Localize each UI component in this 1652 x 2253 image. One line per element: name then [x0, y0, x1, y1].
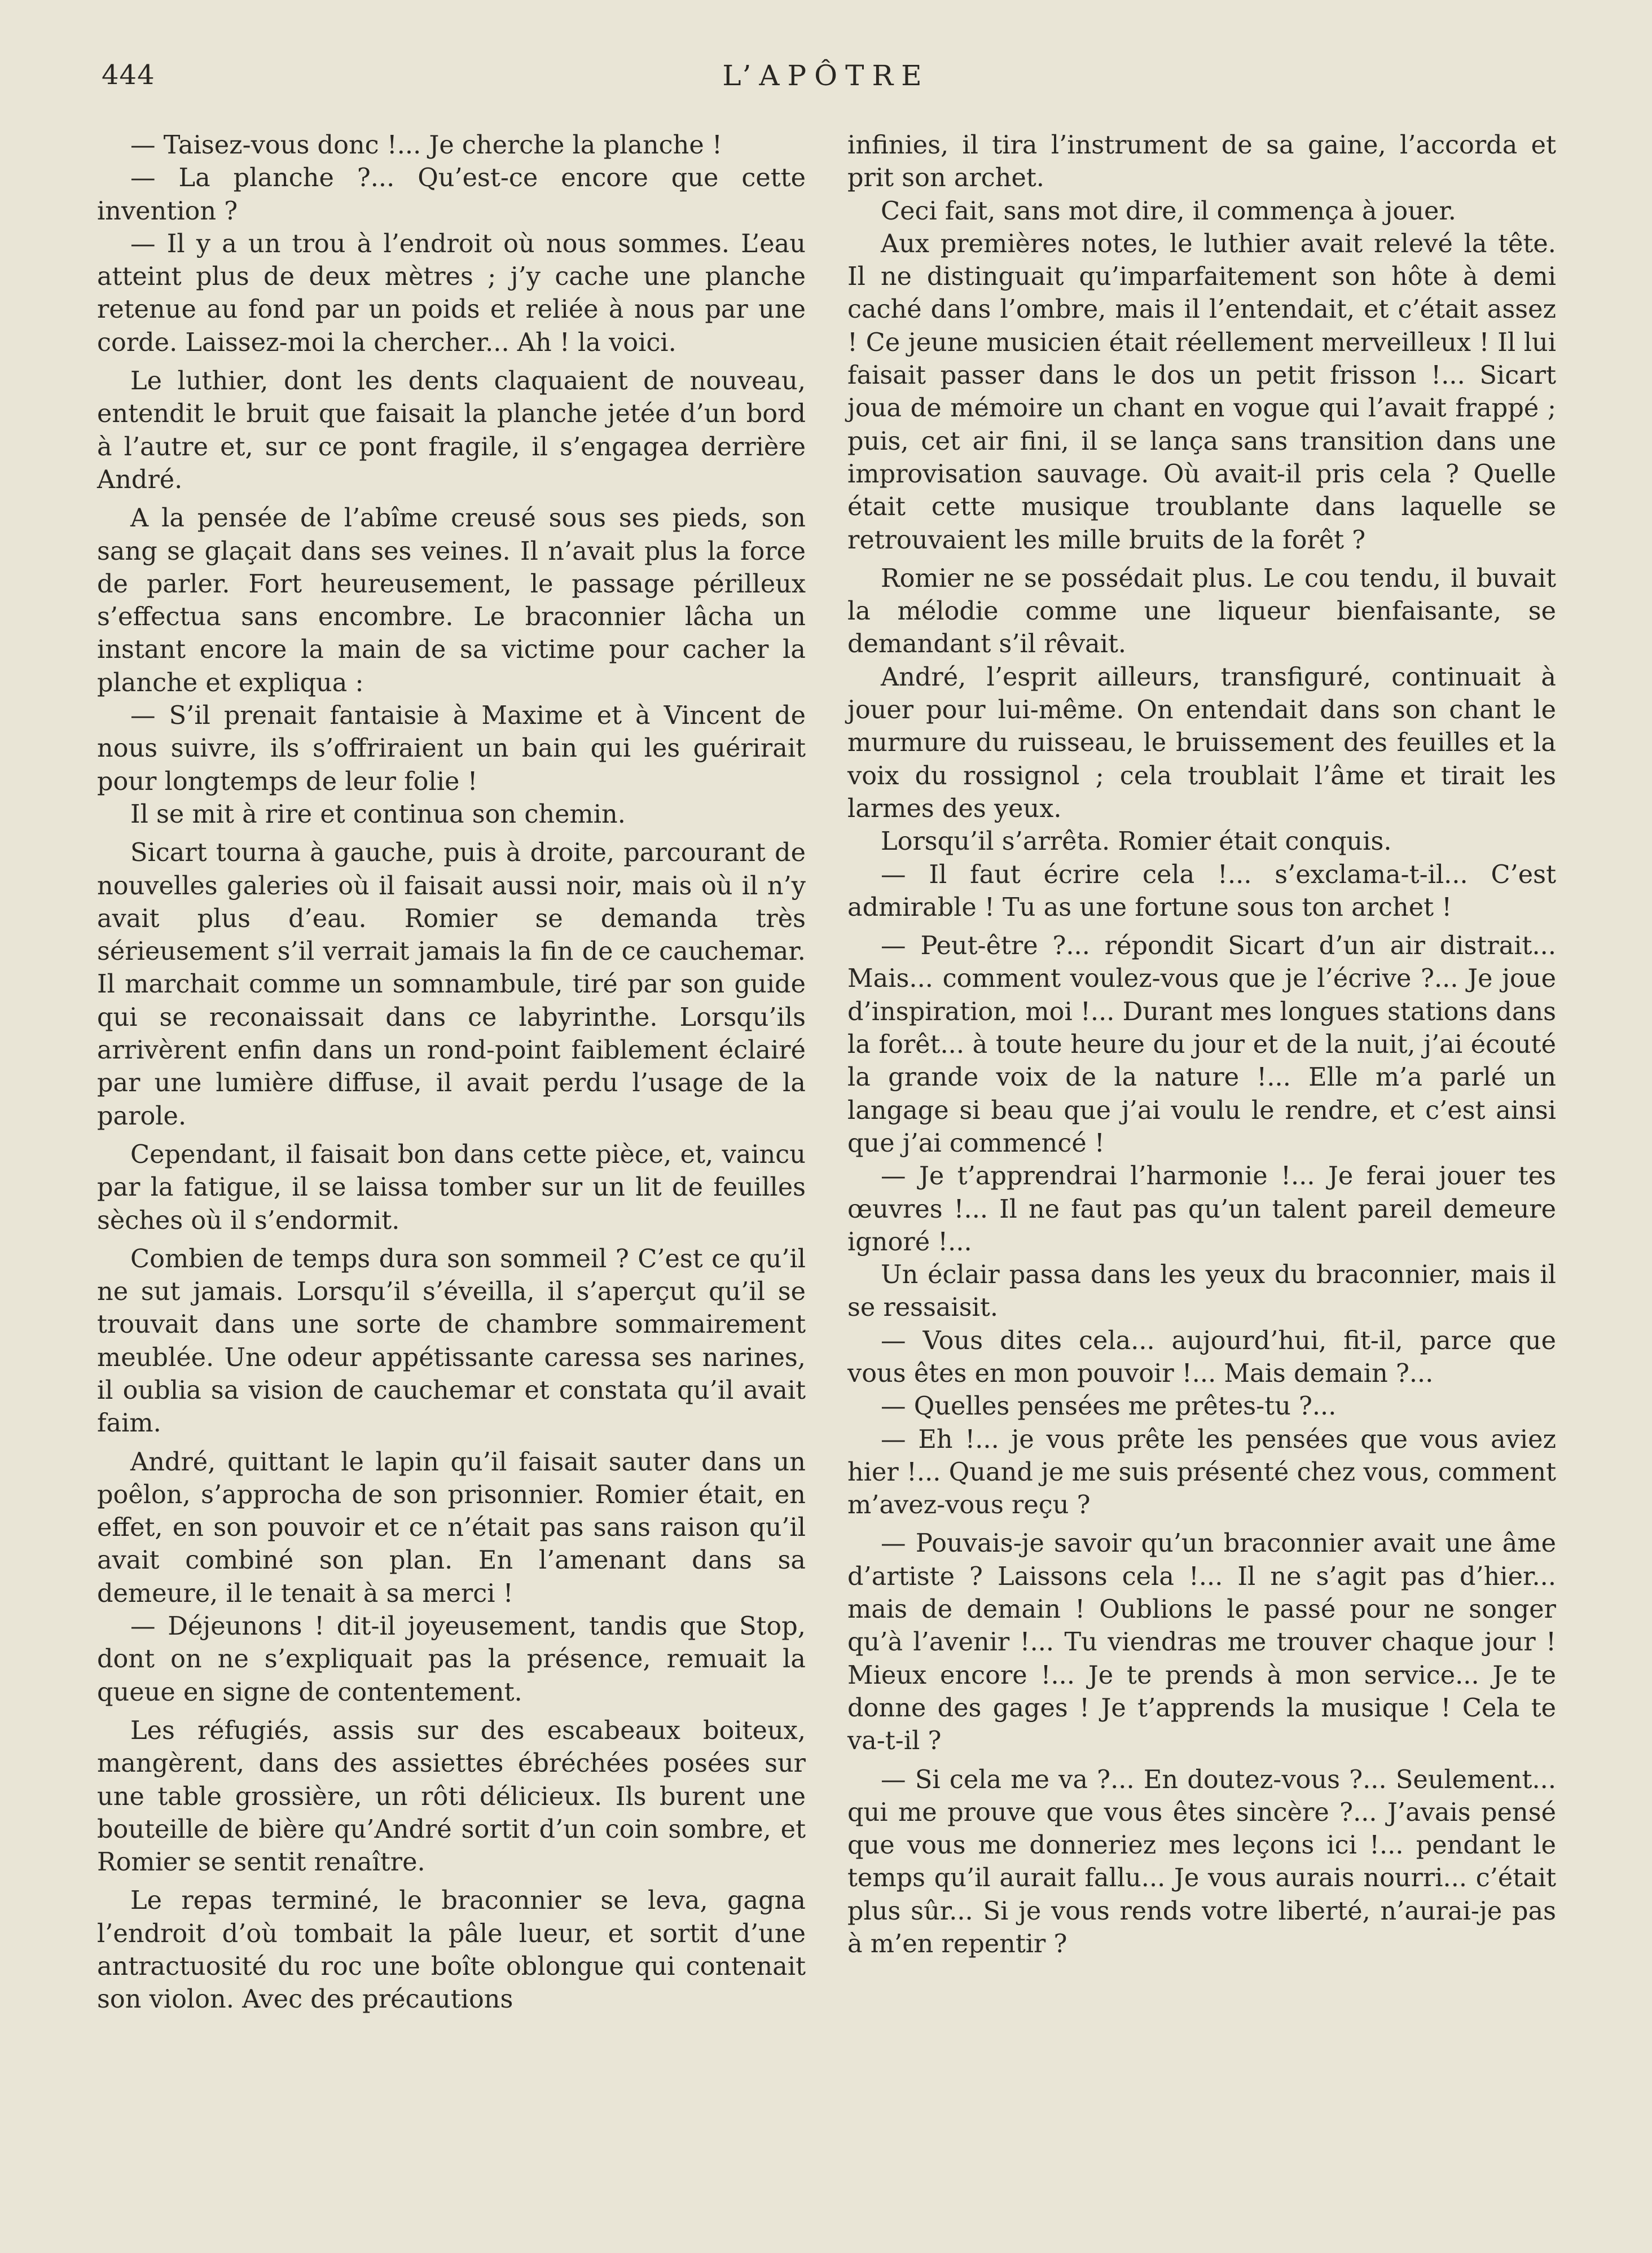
paragraph: — Quelles pensées me prêtes-tu ?... [881, 1391, 1337, 1421]
paragraph: Sicart tourna à gauche, puis à droite, parcourant de nouvelles galeries où il faisait aussi noir, mais où il n’y avait plus d’eau. Romier se demanda très sérieusement s’il verrait jamais la fin de ce cauchemar. Il marchait comme un somnambule, tiré par son guide qui se reconaissait dans ce labyrinthe. Lorsqu’ils arrivèrent enfin dans un rond-point faiblement éclairé par une lumière diffuse, il avait perdu l’usage de la parole. [97, 838, 806, 1131]
paragraph: Lorsqu’il s’arrêta. Romier était conquis. [881, 827, 1392, 857]
paragraph: Combien de temps dura son sommeil ? C’est ce qu’il ne sut jamais. Lorsqu’il s’éveilla, il s’aperçut qu’il se trouvait dans une sorte de chambre sommairement meublée. Une odeur appétissante caressa ses narines, il oublia sa vision de cauchemar et constata qu’il avait faim. [97, 1244, 806, 1438]
paragraph: — Pouvais-je savoir qu’un braconnier avait une âme d’artiste ? Laissons cela !... Il ne s’agit pas d’hier... mais de demain ! Oublions le passé pour ne songer qu’à l’avenir !... Tu viendras me trouver chaque jour ! Mieux encore !... Je te prends à mon service... Je te donne des gages ! Je t’apprends la musique ! Cela te va-t-il ? [847, 1529, 1556, 1756]
paragraph: — Il faut écrire cela !... s’exclama-t-il... C’est admirable ! Tu as une fortune sous ton archet ! [847, 859, 1556, 922]
running-title: L’APÔTRE [722, 59, 930, 92]
paragraph: Le repas terminé, le braconnier se leva, gagna l’endroit d’où tombait la pâle lueur, et sortit d’une antractuosité du roc une boîte oblongue qui contenait son violon. Avec des précautions [97, 1886, 806, 2014]
paragraph: — Déjeunons ! dit-il joyeusement, tandis que Stop, dont on ne s’expliquait pas la présence, remuait la queue en signe de contentement. [97, 1611, 806, 1707]
paragraph: — Vous dites cela... aujourd’hui, fit-il, parce que vous êtes en mon pouvoir !... Mais demain ?... [847, 1325, 1556, 1388]
left-column [97, 129, 806, 2016]
paragraph: infinies, il tira l’instrument de sa gaine, l’accorda et prit son archet. [847, 130, 1556, 193]
paragraph: Romier ne se possédait plus. Le cou tendu, il buvait la mélodie comme une liqueur bienfaisante, se demandant s’il rêvait. [847, 563, 1556, 659]
paragraph: André, l’esprit ailleurs, transfiguré, continuait à jouer pour lui-même. On entendait dans son chant le murmure du ruisseau, le bruissement des feuilles et la voix du rossignol ; cela troublait l’âme et tirait les larmes des yeux. [847, 662, 1556, 823]
paragraph: — Taisez-vous donc !... Je cherche la planche ! [130, 130, 722, 160]
paragraph: — Eh !... je vous prête les pensées que vous aviez hier !... Quand je me suis présenté chez vous, comment m’avez-vous reçu ? [847, 1424, 1556, 1520]
paragraph: Un éclair passa dans les yeux du braconnier, mais il se ressaisit. [847, 1260, 1556, 1323]
right-column [847, 129, 1556, 1960]
paragraph: — Peut-être ?... répondit Sicart d’un air distrait... Mais... comment voulez-vous que je l’écrive ?... Je joue d’inspiration, moi !... Durant mes longues stations dans la forêt... à toute heure du jour et de la nuit, j’ai écouté la grande voix de la nature !... Elle m’a parlé un langage si beau que j’ai voulu le rendre, et c’est ainsi que j’ai commencé ! [847, 931, 1557, 1158]
paragraph: — Si cela me va ?... En doutez-vous ?... Seulement... qui me prouve que vous êtes sincère ?... J’avais pensé que vous me donneriez mes leçons ici !... pendant le temps qu’il aurait fallu... Je vous aurais nourri... c’était plus sûr... Si je vous rends votre liberté, n’aurai-je pas à m’en repentir ? [847, 1764, 1556, 1959]
page-number: 444 [102, 59, 155, 91]
paragraph: Les réfugiés, assis sur des escabeaux boiteux, mangèrent, dans des assiettes ébréchées posées sur une table grossière, un rôti délicieux. Ils burent une bouteille de bière qu’André sortit d’un coin sombre, et Romier se sentit renaître. [97, 1715, 806, 1877]
paragraph: Cependant, il faisait bon dans cette pièce, et, vaincu par la fatigue, il se laissa tomber sur un lit de feuilles sèches où il s’endormit. [97, 1139, 806, 1235]
paragraph: Il se mit à rire et continua son chemin. [130, 799, 626, 829]
paragraph: André, quittant le lapin qu’il faisait sauter dans un poêlon, s’approcha de son prisonnier. Romier était, en effet, en son pouvoir et ce n’était pas sans raison qu’il avait combiné son plan. En l’amenant dans sa demeure, il le tenait à sa merci ! [97, 1447, 806, 1608]
paragraph: — Il y a un trou à l’endroit où nous sommes. L’eau atteint plus de deux mètres ; j’y cache une planche retenue au fond par un poids et reliée à nous par une corde. Laissez-moi la chercher... Ah ! la voici. [97, 229, 806, 357]
paragraph: — Je t’apprendrai l’harmonie !... Je ferai jouer tes œuvres !... Il ne faut pas qu’un talent pareil demeure ignoré !... [847, 1161, 1556, 1257]
paragraph: Ceci fait, sans mot dire, il commença à jouer. [881, 196, 1456, 226]
paragraph: — La planche ?... Qu’est-ce encore que cette invention ? [97, 163, 806, 226]
paragraph: Le luthier, dont les dents claquaient de nouveau, entendit le bruit que faisait la planche jetée d’un bord à l’autre et, sur ce pont fragile, il s’engagea derrière André. [97, 366, 806, 494]
paragraph: A la pensée de l’abîme creusé sous ses pieds, son sang se glaçait dans ses veines. Il n’avait plus la force de parler. Fort heureusement, le passage périlleux s’effectua sans encombre. Le braconnier lâcha un instant encore la main de sa victime pour cacher la planche et expliqua : [97, 503, 806, 697]
paragraph: — S’il prenait fantaisie à Maxime et à Vincent de nous suivre, ils s’offriraient un bain qui les guérirait pour longtemps de leur folie ! [97, 701, 806, 796]
paragraph: Aux premières notes, le luthier avait relevé la tête. Il ne distinguait qu’imparfaitement son hôte à demi caché dans l’ombre, mais il l’entendait, et c’était assez ! Ce jeune musicien était réellement merveilleux ! Il lui faisait passer dans le dos un petit frisson !... Sicart joua de mémoire un chant en vogue qui l’avait frappé ; puis, cet air fini, il se lança sans transition dans une improvisation sauvage. Où avait-il pris cela ? Quelle était cette musique troublante dans laquelle se retrouvaient les mille bruits de la forêt ? [847, 229, 1556, 555]
